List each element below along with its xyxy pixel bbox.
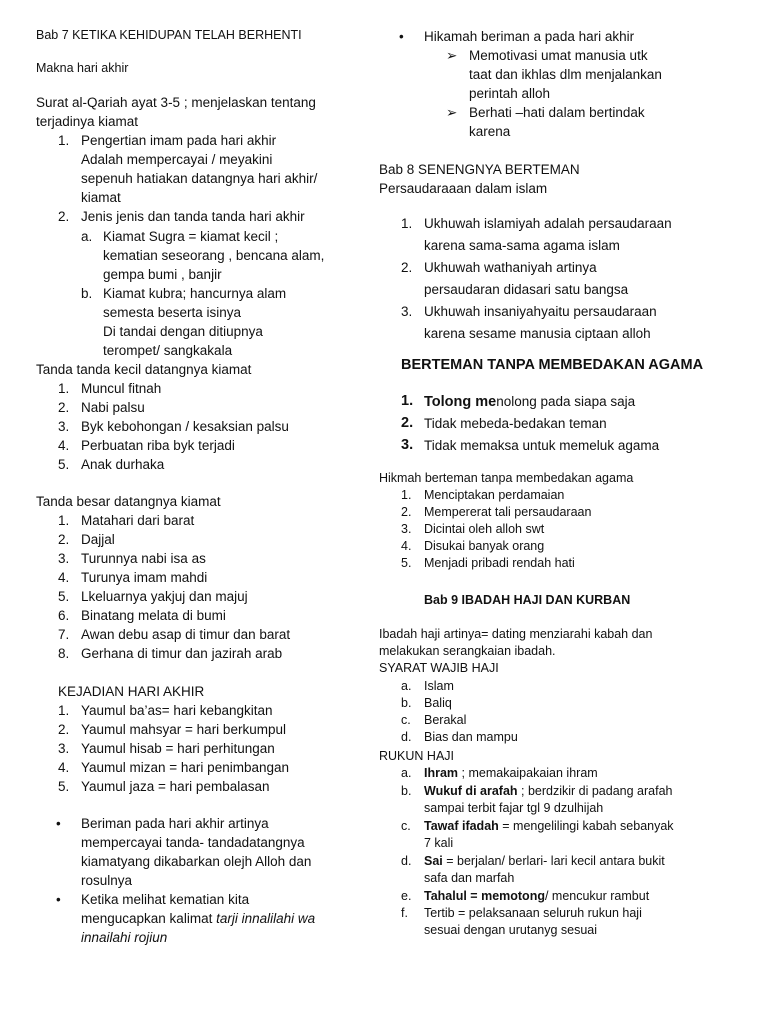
berteman-heading: BERTEMAN TANPA MEMBEDAKAN AGAMA bbox=[401, 357, 704, 373]
list-marker: 2. bbox=[58, 532, 70, 547]
list-number: 2. bbox=[401, 260, 413, 275]
list-marker: 5. bbox=[58, 457, 70, 472]
kejadian-item: Yaumul mahsyar = hari berkumpul bbox=[81, 722, 286, 737]
ukhuwah-3-line-1: Ukhuwah insaniyahyaitu persaudaraan bbox=[424, 304, 657, 319]
besar-item: Turunnya nabi isa as bbox=[81, 551, 206, 566]
list-marker: 1. bbox=[58, 381, 70, 396]
rukun-c-line-2: 7 kali bbox=[424, 836, 454, 850]
besar-item: Dajjal bbox=[81, 532, 115, 547]
rukun-d-line-2: safa dan marfah bbox=[424, 871, 515, 885]
tolong-rest: nolong pada siapa saja bbox=[496, 394, 636, 409]
syarat-heading: SYARAT WAJIB HAJI bbox=[379, 661, 499, 675]
kecil-item: Perbuatan riba byk terjadi bbox=[81, 438, 235, 453]
list-marker: 7. bbox=[58, 627, 70, 642]
rukun-heading: RUKUN HAJI bbox=[379, 749, 455, 763]
list-marker: 4. bbox=[58, 438, 70, 453]
kubra-line-4: terompet/ sangkakala bbox=[103, 343, 233, 358]
kematian-line-1: Ketika melihat kematian kita bbox=[81, 892, 250, 907]
list-letter: a. bbox=[81, 229, 93, 244]
ibadah-line-2: melakukan serangkaian ibadah. bbox=[379, 644, 556, 658]
sai-rest: = berjalan/ berlari- lari kecil antara bukit bbox=[442, 854, 665, 868]
list-marker: 5. bbox=[58, 779, 70, 794]
bab7-title: Bab 7 KETIKA KEHIDUPAN TELAH BERHENTI bbox=[36, 28, 302, 42]
berteman-item-2: Tidak mebeda-bedakan teman bbox=[424, 416, 607, 431]
ibadah-line-1: Ibadah haji artinya= dating menziarahi kabah dan bbox=[379, 627, 653, 641]
list-marker: 1. bbox=[58, 513, 70, 528]
list-number: 1. bbox=[401, 216, 413, 231]
list-letter: d. bbox=[401, 854, 412, 868]
kecil-item: Muncul fitnah bbox=[81, 381, 162, 396]
list-number: 1. bbox=[58, 133, 70, 148]
kecil-item: Nabi palsu bbox=[81, 400, 145, 415]
tahalul-rest: / mencukur rambut bbox=[544, 889, 650, 903]
motivasi-line-3: perintah alloh bbox=[469, 86, 551, 101]
surat-line-2: terjadinya kiamat bbox=[36, 114, 139, 129]
hikmah-item: Mempererat tali persaudaraan bbox=[424, 505, 592, 519]
makna-heading: Makna hari akhir bbox=[36, 61, 129, 75]
syarat-item: Baliq bbox=[424, 696, 452, 710]
syarat-item: Bias dan mampu bbox=[424, 730, 518, 744]
bab9-title: Bab 9 IBADAH HAJI DAN KURBAN bbox=[424, 593, 631, 607]
hikmah-item: Dicintai oleh alloh swt bbox=[424, 522, 545, 536]
kejadian-item: Yaumul mizan = hari penimbangan bbox=[81, 760, 289, 775]
ukhuwah-1-line-1: Ukhuwah islamiyah adalah persaudaraan bbox=[424, 216, 672, 231]
pengertian-line-3: sepenuh hatiakan datangnya hari akhir/ bbox=[81, 171, 318, 186]
berteman-item-3: Tidak memaksa untuk memeluk agama bbox=[424, 438, 660, 453]
hikmah-heading: Hikmah berteman tanpa membedakan agama bbox=[379, 471, 634, 485]
jenis-line: Jenis jenis dan tanda tanda hari akhir bbox=[81, 209, 305, 224]
bullet-dot: • bbox=[399, 29, 404, 44]
kubra-line-1: Kiamat kubra; hancurnya alam bbox=[103, 286, 287, 301]
sugra-line-2: kematian seseorang , bencana alam, bbox=[103, 248, 325, 263]
kubra-line-2: semesta beserta isinya bbox=[103, 305, 242, 320]
bullet-dot: • bbox=[56, 816, 61, 831]
tawaf-rest: = mengelilingi kabah sebanyak bbox=[498, 819, 674, 833]
beriman-line-3: kiamatyang dikabarkan olejh Alloh dan bbox=[81, 854, 312, 869]
syarat-item: Berakal bbox=[424, 713, 467, 727]
rukun-a bbox=[424, 765, 598, 782]
pengertian-line-2: Adalah mempercayai / meyakini bbox=[81, 152, 273, 167]
hikmah-item: Menciptakan perdamaian bbox=[424, 488, 565, 502]
list-marker: c. bbox=[401, 713, 411, 727]
besar-item: Binatang melata di bumi bbox=[81, 608, 226, 623]
list-marker: 3. bbox=[58, 741, 70, 756]
list-marker: d. bbox=[401, 730, 412, 744]
beriman-line-2: mempercayai tanda- tandadatangnya bbox=[81, 835, 305, 850]
besar-item: Awan debu asap di timur dan barat bbox=[81, 627, 291, 642]
list-marker: 2. bbox=[58, 400, 70, 415]
tahalul-bold: Tahalul = memotong bbox=[424, 889, 545, 903]
list-number: 3. bbox=[401, 304, 413, 319]
kejadian-heading: KEJADIAN HARI AKHIR bbox=[58, 684, 205, 699]
list-letter: f. bbox=[401, 906, 408, 920]
besar-item: Matahari dari barat bbox=[81, 513, 195, 528]
list-number: 2. bbox=[401, 415, 414, 431]
kecil-heading: Tanda tanda kecil datangnya kiamat bbox=[36, 362, 252, 377]
list-marker: 4. bbox=[58, 570, 70, 585]
pengertian-line-4: kiamat bbox=[81, 190, 121, 205]
list-marker: 8. bbox=[58, 646, 70, 661]
list-marker: 4. bbox=[58, 760, 70, 775]
list-letter: c. bbox=[401, 819, 411, 833]
list-marker: b. bbox=[401, 696, 412, 710]
wukuf-rest: ; berdzikir di padang arafah bbox=[517, 784, 673, 798]
pengertian-line-1: Pengertian imam pada hari akhir bbox=[81, 133, 277, 148]
tarji-text: tarji innalilahi wa bbox=[216, 911, 316, 926]
ukhuwah-2-line-2: persaudaran didasari satu bangsa bbox=[424, 282, 629, 297]
rukun-e bbox=[424, 888, 649, 905]
ukhuwah-2-line-1: Ukhuwah wathaniyah artinya bbox=[424, 260, 597, 275]
kejadian-item: Yaumul jaza = hari pembalasan bbox=[81, 779, 270, 794]
kematian-text: mengucapkan kalimat bbox=[81, 911, 217, 926]
besar-heading: Tanda besar datangnya kiamat bbox=[36, 494, 221, 509]
rukun-b-line-2: sampai terbit fajar tgl 9 dzulhijah bbox=[424, 801, 604, 815]
list-number: 1. bbox=[401, 393, 414, 409]
tawaf-bold: Tawaf ifadah bbox=[424, 819, 499, 833]
syarat-item: Islam bbox=[424, 679, 454, 693]
motivasi-line-2: taat dan ikhlas dlm menjalankan bbox=[469, 67, 662, 82]
list-marker: 3. bbox=[401, 522, 412, 536]
motivasi-line-1: Memotivasi umat manusia utk bbox=[469, 48, 648, 63]
kejadian-item: Yaumul ba’as= hari kebangkitan bbox=[81, 703, 273, 718]
kubra-line-3: Di tandai dengan ditiupnya bbox=[103, 324, 263, 339]
list-marker: 6. bbox=[58, 608, 70, 623]
bab8-title: Bab 8 SENENGNYA BERTEMAN bbox=[379, 162, 580, 177]
hikmah-item: Disukai banyak orang bbox=[424, 539, 545, 553]
list-marker: 3. bbox=[58, 419, 70, 434]
sugra-line-3: gempa bumi , banjir bbox=[103, 267, 222, 282]
surat-line-1: Surat al-Qariah ayat 3-5 ; menjelaskan tentang bbox=[36, 95, 316, 110]
besar-item: Lkeluarnya yakjuj dan majuj bbox=[81, 589, 248, 604]
rukun-d bbox=[424, 853, 665, 870]
berteman-item-1 bbox=[424, 392, 635, 412]
beriman-line-1: Beriman pada hari akhir artinya bbox=[81, 816, 269, 831]
rukun-b bbox=[424, 783, 673, 800]
list-marker: 2. bbox=[58, 722, 70, 737]
kecil-item: Anak durhaka bbox=[81, 457, 165, 472]
rukun-c bbox=[424, 818, 674, 835]
besar-item: Turunya imam mahdi bbox=[81, 570, 208, 585]
besar-item: Gerhana di timur dan jazirah arab bbox=[81, 646, 283, 661]
sugra-line-1: Kiamat Sugra = kiamat kecil ; bbox=[103, 229, 279, 244]
bullet-dot: • bbox=[56, 892, 61, 907]
rukun-f-line-1: Tertib = pelaksanaan seluruh rukun haji bbox=[424, 906, 642, 920]
hikmah-item: Menjadi pribadi rendah hati bbox=[424, 556, 575, 570]
list-marker: 5. bbox=[58, 589, 70, 604]
list-marker: 2. bbox=[401, 505, 412, 519]
list-marker: a. bbox=[401, 679, 412, 693]
list-marker: 3. bbox=[58, 551, 70, 566]
kematian-line-2 bbox=[81, 909, 315, 928]
wukuf-bold: Wukuf di arafah bbox=[424, 784, 518, 798]
arrow-bullet-icon: ➢ bbox=[446, 105, 458, 120]
kecil-item: Byk kebohongan / kesaksian palsu bbox=[81, 419, 289, 434]
list-number: 2. bbox=[58, 209, 70, 224]
berhati-line-2: karena bbox=[469, 124, 511, 139]
rukun-f-line-2: sesuai dengan urutanyg sesuai bbox=[424, 923, 598, 937]
list-marker: 5. bbox=[401, 556, 412, 570]
list-number: 3. bbox=[401, 437, 414, 453]
ihram-bold: Ihram bbox=[424, 766, 459, 780]
tolong-bold: Tolong me bbox=[424, 394, 497, 410]
sai-bold: Sai bbox=[424, 854, 443, 868]
beriman-line-4: rosulnya bbox=[81, 873, 133, 888]
list-marker: 1. bbox=[58, 703, 70, 718]
list-marker: 1. bbox=[401, 488, 412, 502]
list-letter: b. bbox=[401, 784, 412, 798]
list-letter: e. bbox=[401, 889, 412, 903]
hikamah-line: Hikamah beriman a pada hari akhir bbox=[424, 29, 635, 44]
list-letter: a. bbox=[401, 766, 412, 780]
arrow-bullet-icon: ➢ bbox=[446, 48, 458, 63]
list-letter: b. bbox=[81, 286, 93, 301]
ukhuwah-1-line-2: karena sama-sama agama islam bbox=[424, 238, 620, 253]
list-marker: 4. bbox=[401, 539, 412, 553]
kematian-line-3: innailahi rojiun bbox=[81, 930, 168, 945]
ukhuwah-3-line-2: karena sesame manusia ciptaan alloh bbox=[424, 326, 651, 341]
ihram-rest: ; memakaipakaian ihram bbox=[458, 766, 598, 780]
persaudaraan-heading: Persaudaraaan dalam islam bbox=[379, 181, 548, 196]
kejadian-item: Yaumul hisab = hari perhitungan bbox=[81, 741, 275, 756]
berhati-line-1: Berhati –hati dalam bertindak bbox=[469, 105, 645, 120]
